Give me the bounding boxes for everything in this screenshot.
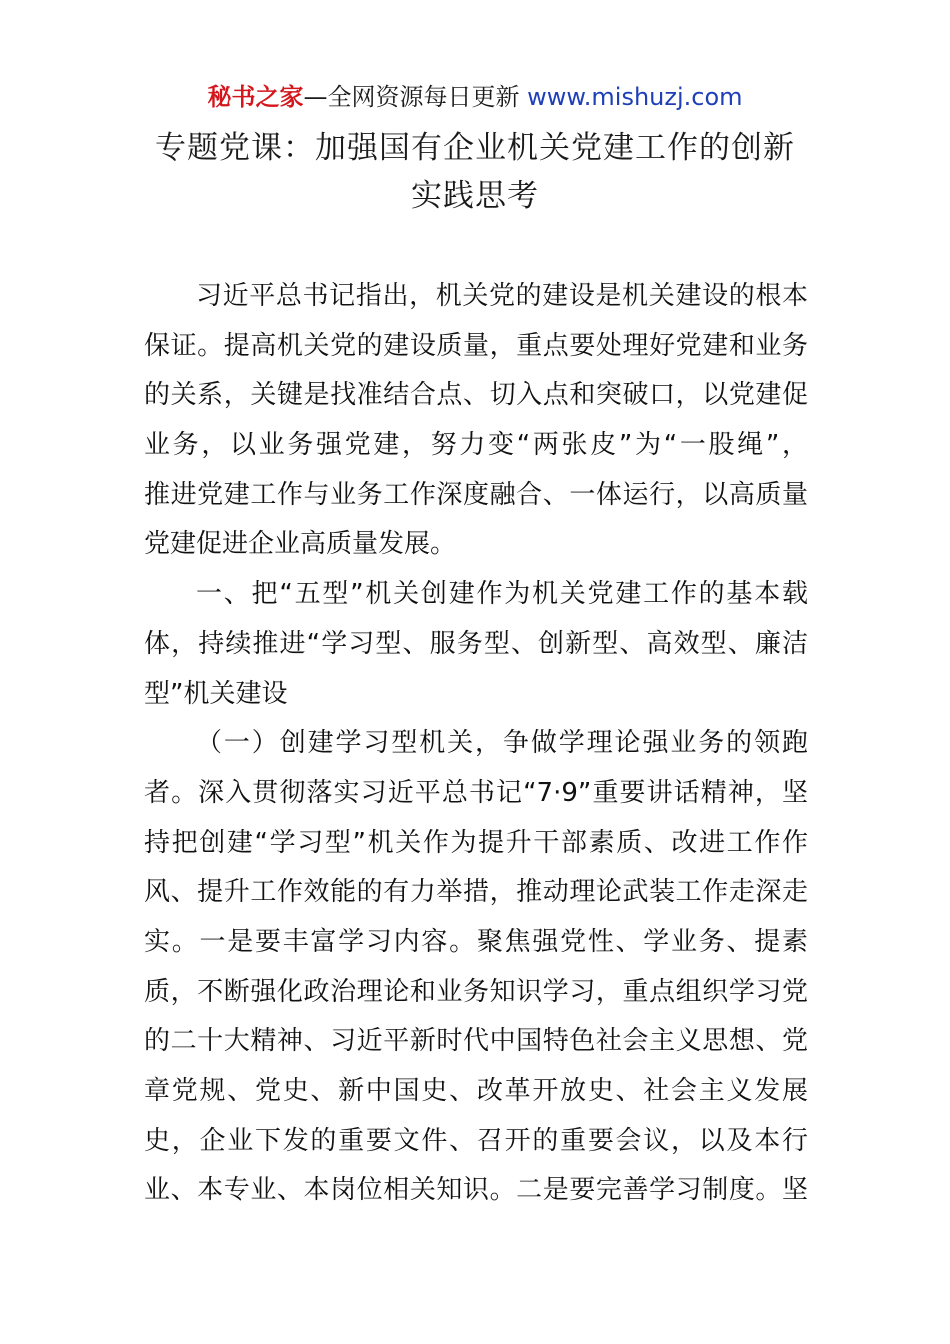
paragraph-learning-organ — [144, 719, 808, 1216]
body-line: 业务，以业务强党建，努力变“两张皮”为“一股绳”， — [144, 430, 808, 461]
body-line: 的二十大精神、习近平新时代中国特色社会主义思想、党 — [144, 1026, 808, 1057]
body-line: 者。深入贯彻落实习近平总书记“7·9”重要讲话精神，坚 — [144, 777, 808, 808]
body-line: 史，企业下发的重要文件、召开的重要会议，以及本行 — [144, 1125, 808, 1156]
body-line: 业、本专业、本岗位相关知识。二是要完善学习制度。坚 — [144, 1175, 808, 1206]
body-line: 质，不断强化政治理论和业务知识学习，重点组织学习党 — [144, 976, 808, 1007]
site-header — [0, 82, 950, 112]
brand-name: 秘书之家 — [207, 83, 304, 111]
header-tagline: —全网资源每日更新 — [303, 83, 528, 111]
body-line: （一）创建学习型机关，争做学理论强业务的领跑 — [196, 728, 808, 759]
body-line: 一、把“五型”机关创建作为机关党建工作的基本载 — [196, 579, 808, 610]
body-line: 持把创建“学习型”机关作为提升干部素质、改进工作作 — [144, 827, 808, 858]
body-line: 保证。提高机关党的建设质量，重点要处理好党建和业务 — [144, 330, 808, 361]
title-line-2: 实践思考 — [411, 178, 539, 214]
paragraph-intro — [144, 272, 808, 570]
site-url-link[interactable]: www.mishuzj.com — [527, 83, 743, 111]
body-line: 习近平总书记指出，机关党的建设是机关建设的根本 — [196, 281, 808, 311]
body-line: 型”机关建设 — [144, 678, 288, 709]
body-line: 实。一是要丰富学习内容。聚焦强党性、学业务、提素 — [144, 926, 808, 957]
body-line: 党建促进企业高质量发展。 — [144, 529, 457, 560]
body-line: 推进党建工作与业务工作深度融合、一体运行，以高质量 — [144, 479, 808, 510]
section-heading-1 — [144, 570, 808, 719]
document-title — [120, 124, 830, 220]
body-line: 风、提升工作效能的有力举措，推动理论武装工作走深走 — [144, 877, 808, 908]
body-line: 的关系，关键是找准结合点、切入点和突破口，以党建促 — [144, 380, 808, 411]
document-body — [144, 272, 808, 1216]
title-line-1: 专题党课：加强国有企业机关党建工作的创新 — [155, 130, 795, 166]
body-line: 体，持续推进“学习型、服务型、创新型、高效型、廉洁 — [144, 628, 808, 659]
body-line: 章党规、党史、新中国史、改革开放史、社会主义发展 — [144, 1076, 808, 1106]
